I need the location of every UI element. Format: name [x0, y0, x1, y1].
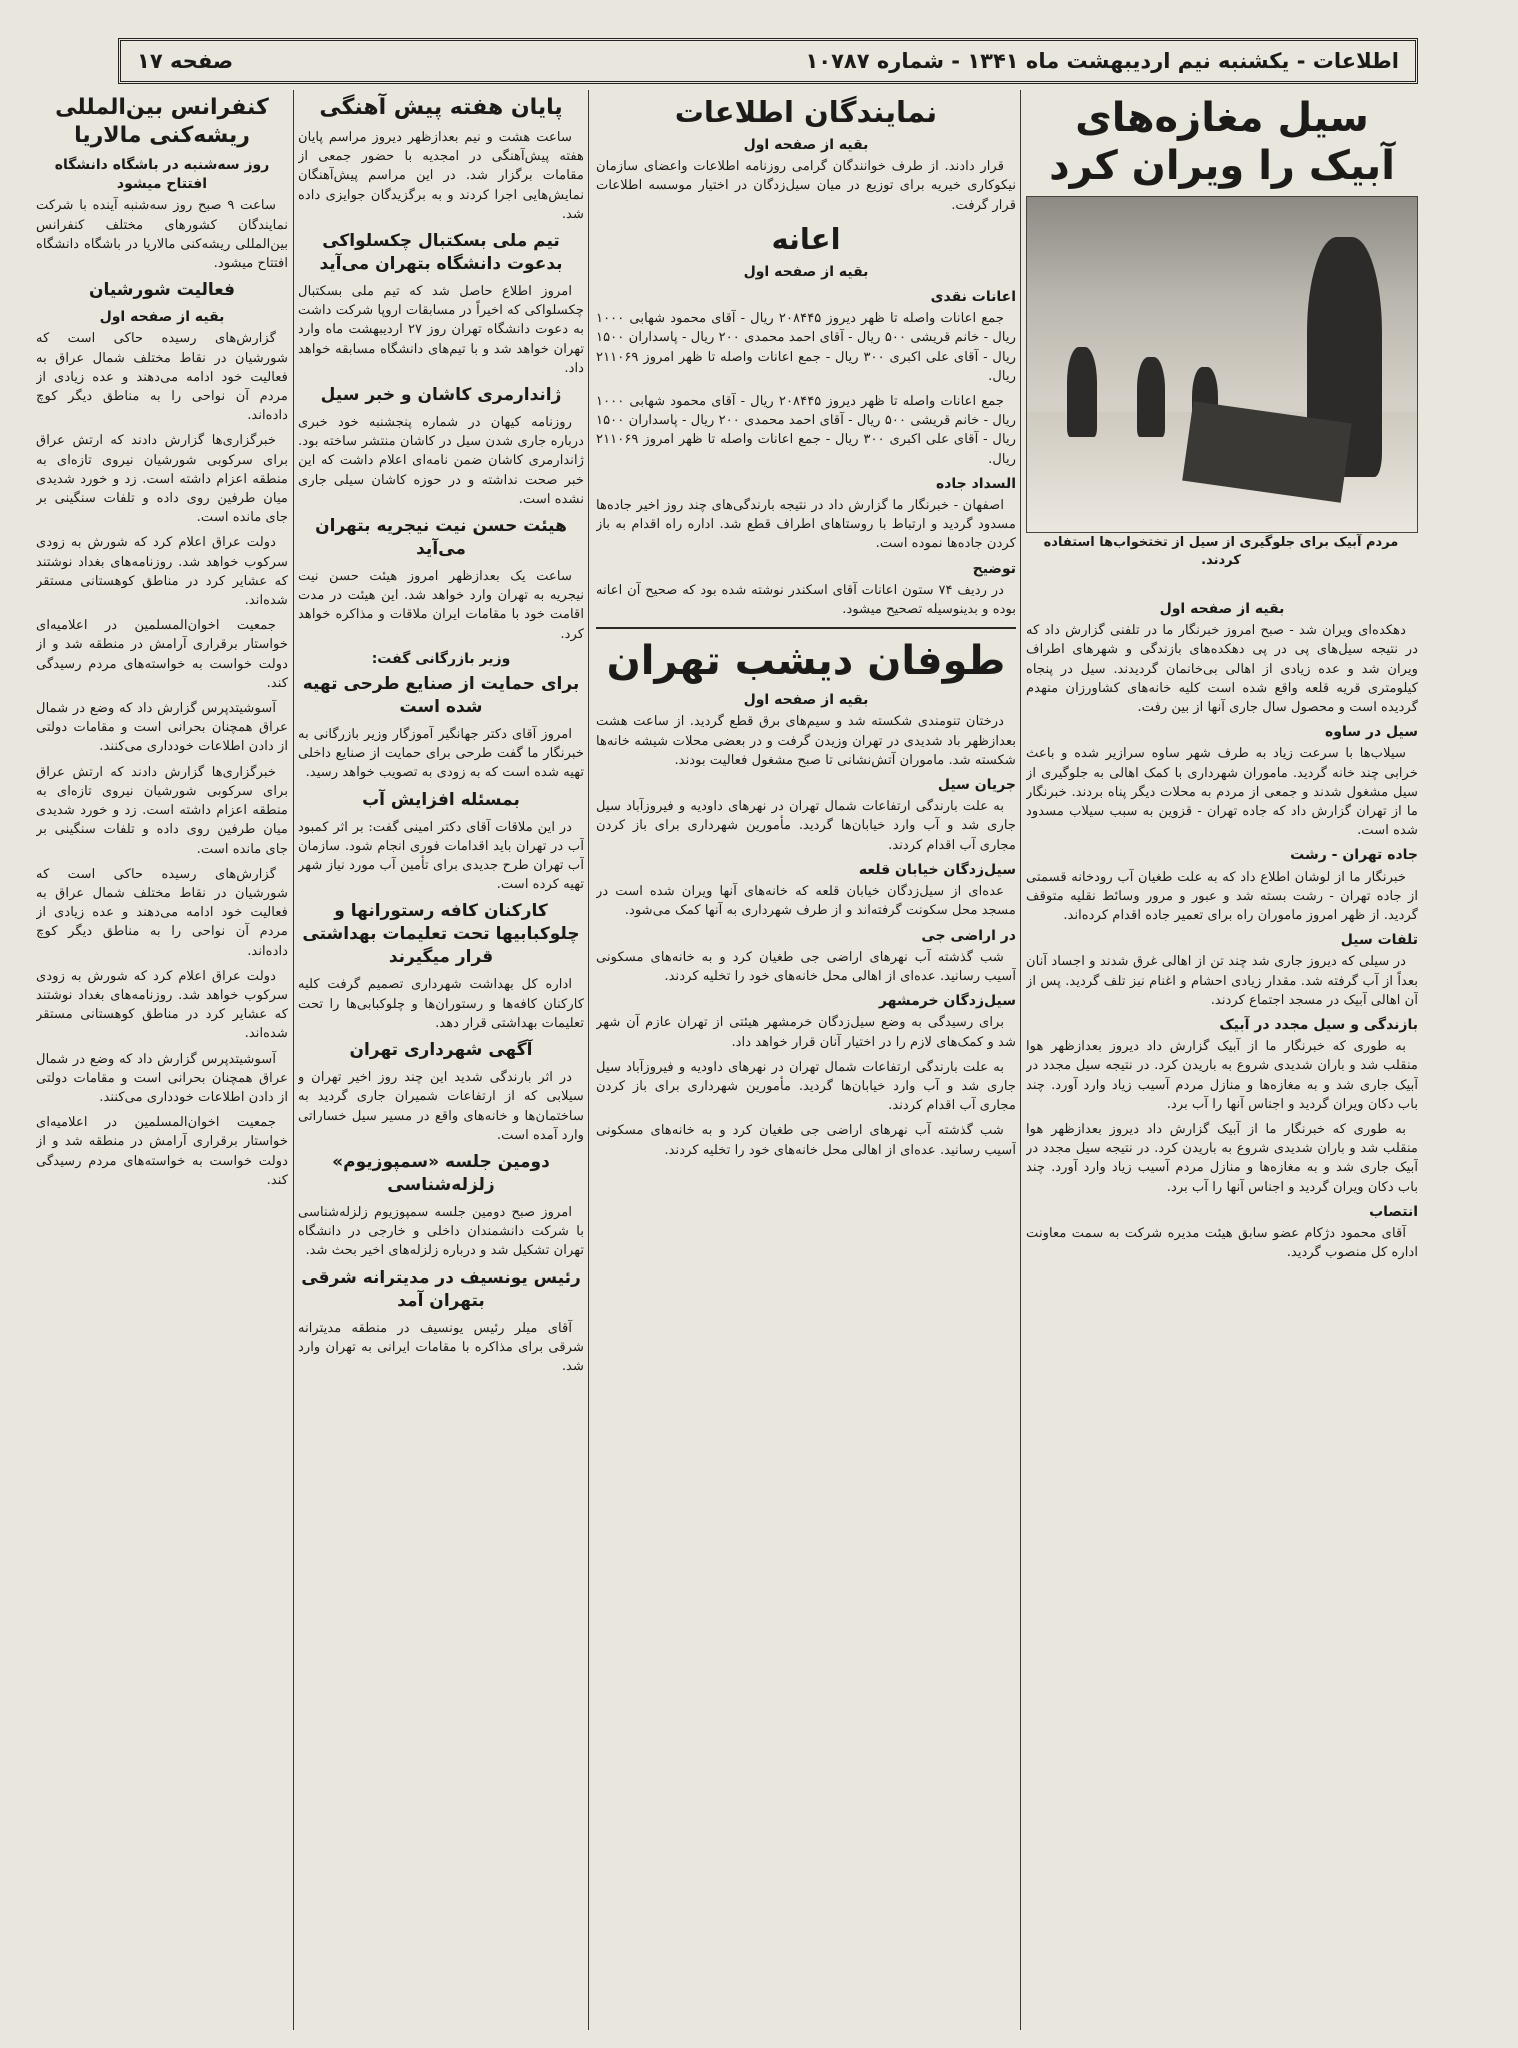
article-body: ساعت ۹ صبح روز سه‌شنبه آینده با شرکت نمایندگان کشورهای مختلف کنفرانس بین‌المللی ریشه‌کنی مالاریا در باشگاه دانشگاه افتتاح میشود.	[36, 198, 288, 272]
masthead-bar	[118, 38, 1418, 84]
article-body: قرار دادند. از طرف خوانندگان گرامی روزنامه اطلاعات واعضای سازمان نیکوکاری خیریه برای توزیع در میان سیل‌زدگان در اختیار موسسه اطلاعات قرار گرفت.	[596, 159, 1016, 213]
article-body: به طوری که خبرنگار ما از آبیک گزارش داد دیروز بعدازظهر هوا منقلب شد و باران شدیدی شروع به باریدن کرد. در نتیجه سیل مجدد در آبیک جاری شد و به مغازه‌ها و منازل مردم آسیب زیاد وارد آورد. چند باب دکان ویران گردید و اجناس آنها را آب برد.	[1026, 1039, 1418, 1112]
article-body: برای رسیدگی به وضع سیل‌زدگان خرمشهر هیئتی از تهران عازم آن شهر شد و کمک‌های لازم را در اختیار آنان قرار خواهد داد.	[596, 1015, 1016, 1050]
column-rule	[588, 90, 589, 2030]
headline-rebels: فعالیت شورشیان	[88, 280, 236, 301]
headline-kashan: ژاندارمری کاشان و خبر سیل	[320, 385, 562, 406]
headline-malaria: کنفرانس بین‌المللی ریشه‌کنی مالاریا	[55, 95, 269, 148]
article-body: امروز صبح دومین جلسه سمپوزیوم زلزله‌شناسی با شرکت دانشمندان داخلی و خارجی در دانشگاه تهران تشکیل شد و درباره زلزله‌های اخیر بحث شد.	[298, 1204, 584, 1259]
article-body: دولت عراق اعلام کرد که شورش به زودی سرکوب خواهد شد. روزنامه‌های بغداد نوشتند که عشایر کرد در مناطق کوهستانی مستقر شده‌اند.	[36, 968, 288, 1042]
kicker: بقیه از صفحه اول	[99, 309, 225, 326]
flood-photo	[1026, 196, 1418, 533]
article-body: جمع اعانات واصله تا ظهر دیروز ۲۰۸۴۴۵ ریال - آقای محمود شهابی ۱۰۰۰ ریال - خانم قریشی ۵۰۰ ریال - آقای احمد محمدی ۲۰۰ ریال - پاسداران ۱۵۰۰ ریال - آقای علی اکبری ۳۰۰ ریال - جمع اعانات واصله تا ظهر امروز ۲۱۱۰۶۹ ریال.	[596, 394, 1016, 467]
article-body: جمع اعانات واصله تا ظهر دیروز ۲۰۸۴۴۵ ریال - آقای محمود شهابی ۱۰۰۰ ریال - خانم قریشی ۵۰۰ ریال - آقای احمد محمدی ۲۰۰ ریال - پاسداران ۱۵۰۰ ریال - آقای علی اکبری ۳۰۰ ریال - جمع اعانات واصله تا ظهر امروز ۲۱۱۰۶۹ ریال.	[596, 311, 1016, 384]
masthead: اطلاعات - یکشنبه نیم اردیبهشت ماه ۱۳۴۱ - شماره ۱۰۷۸۷	[805, 49, 1399, 73]
subhead: سیل‌زدگان خیابان قلعه	[858, 861, 1016, 878]
page-number: صفحه ۱۷	[137, 49, 234, 73]
article-body: اداره کل بهداشت شهرداری تصمیم گرفت کلیه کارکنان کافه‌ها و رستوران‌ها و چلوکبابی‌ها را تحت تعلیمات بهداشتی قرار دهد.	[298, 977, 584, 1031]
article-body: سیلاب‌ها با سرعت زیاد به طرف شهر ساوه سرازیر شده و باعث خرابی چند خانه گردید. ماموران شهرداری با کمک اهالی به جلوگیری از سیل مشغول شدند و جمعی از مردم به محلات دیگر پناه بردند. خبرنگار ما از تهران گزارش داد که جاده تهران - قزوین به سبب سیلاب مسدود شده است.	[1026, 746, 1418, 839]
headline-municipality-notice: آگهی شهرداری تهران	[349, 1040, 533, 1061]
photo-figure	[1137, 357, 1165, 437]
headline-seismology: دومین جلسه «سمپوزیوم» زلزله‌شناسی	[332, 1151, 550, 1195]
subhead: انتصاب	[1369, 1203, 1418, 1220]
headline-tehran-storm: طوفان دیشب تهران	[606, 638, 1006, 685]
article-body: جمعیت اخوان‌المسلمین در اعلامیه‌ای خواستار برقراری آرامش در منطقه شد و از دولت خواست به خواسته‌های مردم رسیدگی کند.	[36, 618, 288, 691]
subhead: بازندگی و سیل مجدد در آبیک	[1219, 1017, 1418, 1034]
article-body: در ردیف ۷۴ ستون اعانات آقای اسکندر نوشته شده بود که صحیح آن اعانه بوده و بدینوسیله تصحیح میشود.	[596, 582, 1016, 618]
article-body: دهکده‌ای ویران شد - صبح امروز خبرنگار ما در تلفنی گزارش داد که در نتیجه سیل‌های پی در پی دهکده‌های بازندگی و شهرهای اطراف ویران شد و عده زیادی از اهالی بی‌خانمان گردیدند. سیل در پنجاه کیلومتری قریه قلعه واقع شده است کلیه خانه‌های کشاورزان منهدم گردیده است و محصول سال جاری آنها از بین رفت.	[1026, 623, 1418, 716]
kicker: بقیه از صفحه اول	[743, 692, 869, 709]
article-body: ساعت هشت و نیم بعدازظهر دیروز مراسم پایان هفته پیش‌آهنگی در امجدیه با حضور جمعی از مقامات برگزار شد. در این مراسم پیش‌آهنگان نمایش‌هایی اجرا کردند و به برگزیدگان جوایزی داده شد.	[298, 130, 584, 222]
article-body: به طوری که خبرنگار ما از آبیک گزارش داد دیروز بعدازظهر هوا منقلب شد و باران شدیدی شروع به باریدن کرد. در نتیجه سیل مجدد در آبیک جاری شد و به مغازه‌ها و منازل مردم آسیب زیاد وارد آورد. چند باب دکان ویران گردید و اجناس آنها را آب برد.	[1026, 1122, 1418, 1195]
subhead: تلفات سیل	[1340, 932, 1418, 949]
headline-donations: اعانه	[771, 221, 841, 256]
article-body: شب گذشته آب نهرهای اراضی جی طغیان کرد و به خانه‌های مسکونی آسیب رسانید. عده‌ای از اهالی محل خانه‌های خود را تخلیه کردند.	[596, 949, 1016, 984]
column-rule	[293, 90, 294, 2030]
column-donations	[596, 90, 1016, 2030]
headline-unicef: رئیس یونسیف در مدیترانه شرقی بتهران آمد	[301, 1267, 581, 1311]
article-body: شب گذشته آب نهرهای اراضی جی طغیان کرد و به خانه‌های مسکونی آسیب رسانید. عده‌ای از اهالی محل خانه‌های خود را تخلیه کردند.	[596, 1123, 1016, 1158]
article-body: آسوشیتدپرس گزارش داد که وضع در شمال عراق همچنان بحرانی است و مقامات دولتی از دادن اطلاعات خودداری می‌کنند.	[36, 701, 288, 755]
kicker: روز سه‌شنبه در باشگاه دانشگاه افتتاح میشود	[54, 157, 270, 193]
subhead: توضیح	[972, 560, 1016, 577]
photo-figure	[1067, 347, 1097, 437]
subhead: سیل در ساوه	[1325, 724, 1418, 741]
column-local-news	[298, 90, 584, 2030]
article-body: جمعیت اخوان‌المسلمین در اعلامیه‌ای خواستار برقراری آرامش در منطقه شد و از دولت خواست به خواسته‌های مردم رسیدگی کند.	[36, 1115, 288, 1188]
headline-basketball: تیم ملی بسکتبال چکسلواکی بدعوت دانشگاه بتهران می‌آید	[319, 231, 563, 275]
kicker: بقیه از صفحه اول	[743, 137, 869, 153]
article-body: خبرنگار ما از لوشان اطلاع داد که به علت طغیان آب رودخانه قسمتی از جاده تهران - رشت بسته شد و عبور و مرور وسائط نقلیه متوقف گردید. از ظهر امروز ماموران راه برای تعمیر جاده اقدام کرده‌اند.	[1026, 869, 1418, 924]
article-body: گزارش‌های رسیده حاکی است که شورشیان در نقاط مختلف شمال عراق به فعالیت خود ادامه می‌دهند و عده زیادی از مردم آن نواحی را به مناطق دیگر کوچ داده‌اند.	[36, 866, 288, 959]
headline-flood-abyek: سیل مغازه‌های آبیک را ویران کرد	[1049, 95, 1395, 189]
article-body: در سیلی که دیروز جاری شد چند تن از اهالی غرق شدند و اجساد آنان بعداً از آب گرفته شد. مقدار زیادی احشام و اغنام نیز تلف گردید. پس از آن اهالی آبیک در مسجد اجتماع کردند.	[1026, 954, 1418, 1008]
article-body: اصفهان - خبرنگار ما گزارش داد در نتیجه بارندگی‌های چند روز اخیر جاده‌ها مسدود گردید و ارتباط با روستاهای اطراف قطع شد. اداره راه اقدام به باز کردن جاده‌ها نموده است.	[596, 498, 1016, 552]
article-body: دولت عراق اعلام کرد که شورش به زودی سرکوب خواهد شد. روزنامه‌های بغداد نوشتند که عشایر کرد در مناطق کوهستانی مستقر شده‌اند.	[36, 535, 288, 609]
photo-caption: مردم آبیک برای جلوگیری از سیل از تختخواب‌ها استفاده کردند.	[1043, 535, 1399, 568]
article-body: روزنامه کیهان در شماره پنجشنبه خود خبری درباره جاری شدن سیل در کاشان منتشر ساخته بود. ژاندارمری کاشان ضمن نامه‌ای اعلام داشت که این خبر صحت نداشته و در حوزه کاشان سیلی جاری نشده است.	[298, 415, 584, 507]
article-body: خبرگزاری‌ها گزارش دادند که ارتش عراق برای سرکوبی شورشیان نیروی تازه‌ای به منطقه اعزام داشته است. زد و خورد شدیدی میان طرفین روی داده و تلفات سنگینی بر جای مانده است.	[36, 433, 288, 526]
article-body: درختان تنومندی شکسته شد و سیم‌های برق قطع گردید. از ساعت هشت بعدازظهر باد شدیدی در تهران وزیدن گرفت و در بعضی محلات شیشه خانه‌ها شکسته شد. ماموران آتش‌نشانی تا صبح مشغول فعالیت بودند.	[596, 714, 1016, 768]
headline-restaurants: کارکنان کافه رستورانها و چلوکبابیها تحت تعلیمات بهداشتی قرار میگیرند	[302, 901, 580, 968]
article-body: در این ملاقات آقای دکتر امینی گفت: بر اثر کمبود آب در تهران باید اقدامات فوری انجام شود. سازمان آب تهران طرح جدیدی برای تأمین آب مورد نیاز شهر تهیه کرده است.	[298, 819, 584, 893]
headline-reporters: نمایندگان اطلاعات	[674, 95, 938, 129]
subhead: جاده تهران - رشت	[1290, 847, 1418, 864]
article-body: در اثر بارندگی شدید این چند روز اخیر تهران و سیلابی که از ارتفاعات شمیران جاری گردید به ساختمان‌ها و خانه‌های واقع در مسیر سیل خساراتی وارد آمده است.	[298, 1070, 584, 1143]
column-rule	[1020, 90, 1021, 2030]
kicker: بقیه از صفحه اول	[1159, 601, 1285, 617]
article-body: آقای میلر رئیس یونسیف در منطقه مدیترانه شرقی برای مذاکره با مقامات ایرانی به تهران وارد شد.	[298, 1320, 584, 1374]
article-body: به علت بارندگی ارتفاعات شمال تهران در نهرهای داودیه و فیروزآباد سیل جاری شد و آب وارد خیابان‌ها گردید. مأمورین شهرداری برای باز کردن مجاری آب اقدام کردند.	[596, 799, 1016, 853]
headline-nigeria: هیئت حسن نیت نیجریه بتهران می‌آید	[315, 516, 567, 560]
article-body: ساعت یک بعدازظهر امروز هیئت حسن نیت نیجریه به تهران وارد خواهد شد. این هیئت در مدت اقامت خود با مقامات ایران ملاقات و مذاکره خواهد کرد.	[298, 569, 584, 642]
subhead: جریان سیل	[937, 777, 1016, 794]
article-body: به علت بارندگی ارتفاعات شمال تهران در نهرهای داودیه و فیروزآباد سیل جاری شد و آب وارد خیابان‌ها گردید. مأمورین شهرداری برای باز کردن مجاری آب اقدام کردند.	[596, 1059, 1016, 1114]
kicker: وزیر بازرگانی گفت:	[371, 650, 511, 667]
headline-water: بمسئله افزایش آب	[362, 789, 520, 810]
article-body: امروز آقای دکتر جهانگیر آموزگار وزیر بازرگانی به خبرنگار ما گفت طرحی برای حمایت از صنایع داخلی تهیه شده است که به زودی به تصویب خواهد رسید.	[298, 727, 584, 781]
article-body: عده‌ای از سیل‌زدگان خیابان قلعه که خانه‌های آنها ویران شده است در مسجد محل سکونت گرفته‌اند و از طرف شهرداری به آنها کمک می‌شود.	[596, 884, 1016, 919]
article-body: امروز اطلاع حاصل شد که تیم ملی بسکتبال چکسلواکی که اخیراً در مسابقات اروپا شرکت داشت به دعوت دانشگاه تهران روز ۲۷ اردیبهشت ماه وارد تهران خواهد شد و با تیم‌های دانشگاه مسابقه خواهد داد.	[298, 284, 584, 376]
subhead: السداد جاده	[935, 475, 1016, 492]
article-body: آسوشیتدپرس گزارش داد که وضع در شمال عراق همچنان بحرانی است و مقامات دولتی از دادن اطلاعات خودداری می‌کنند.	[36, 1051, 288, 1105]
headline-scouts: پایان هفته پیش آهنگی	[319, 95, 563, 120]
article-body: خبرگزاری‌ها گزارش دادند که ارتش عراق برای سرکوبی شورشیان نیروی تازه‌ای به منطقه اعزام داشته است. زد و خورد شدیدی میان طرفین روی داده و تلفات سنگینی بر جای مانده است.	[36, 764, 288, 857]
column-international	[36, 90, 288, 2030]
subhead: اعانات نقدی	[930, 289, 1016, 306]
subhead: سیل‌زدگان خرمشهر	[878, 993, 1016, 1010]
headline-industry: برای حمایت از صنایع طرحی تهیه شده است	[302, 674, 580, 718]
article-body: آقای محمود دژکام عضو سابق هیئت مدیره شرکت به سمت معاونت اداره کل منصوب گردید.	[1026, 1226, 1418, 1261]
subhead: در اراضی جی	[921, 927, 1016, 944]
article-body: گزارش‌های رسیده حاکی است که شورشیان در نقاط مختلف شمال عراق به فعالیت خود ادامه می‌دهند و عده زیادی از مردم آن نواحی را به مناطق دیگر کوچ داده‌اند.	[36, 331, 288, 424]
kicker: بقیه از صفحه اول	[743, 263, 869, 280]
